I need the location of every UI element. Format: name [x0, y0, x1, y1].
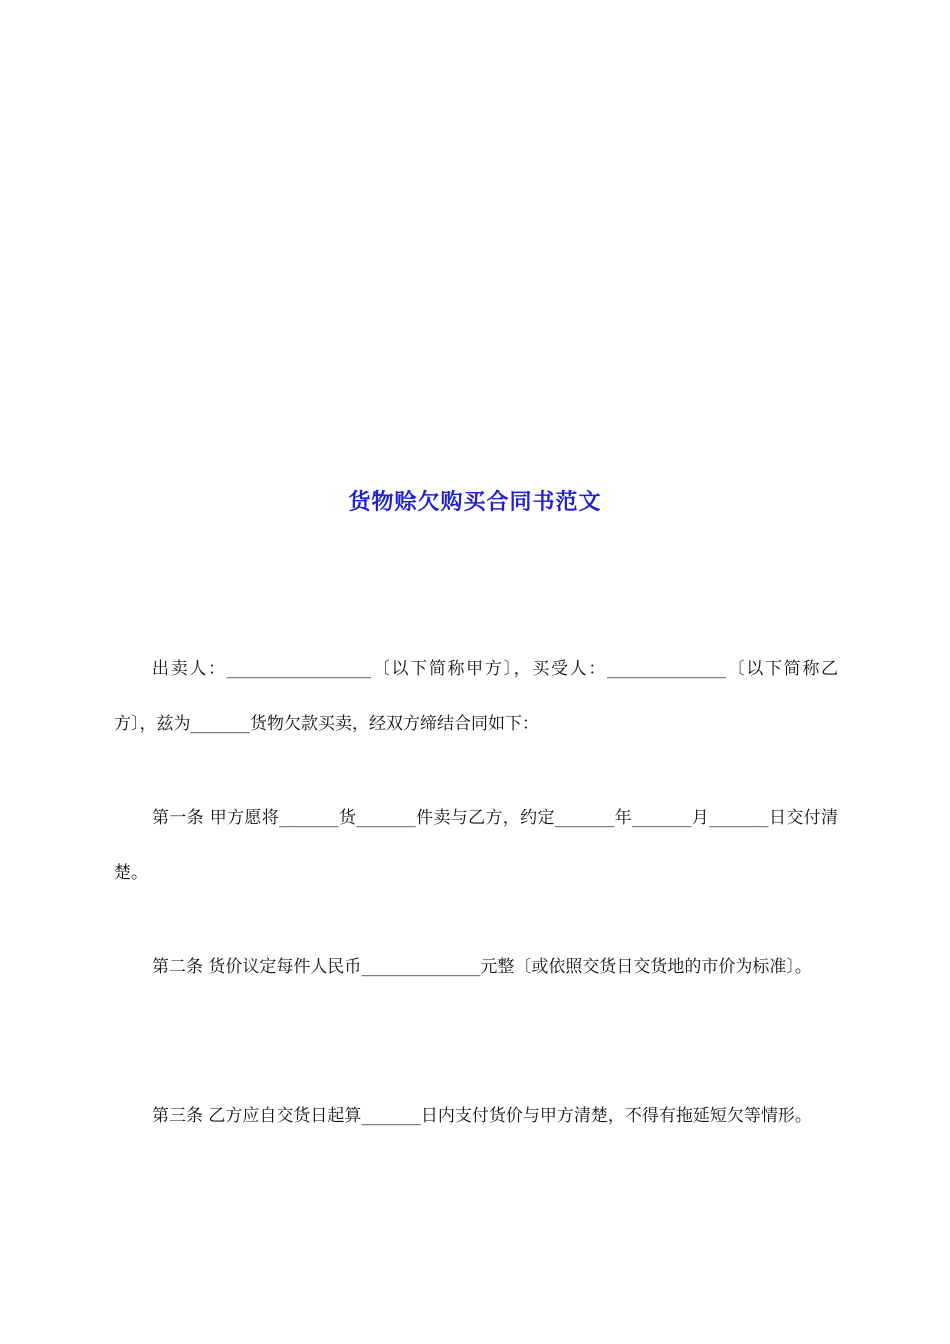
paragraph-article-1: 第一条 甲方愿将_______货_______件卖与乙方，约定_______年_______月_______日交付清楚。: [114, 808, 838, 883]
paragraph-article-3: 第三条 乙方应自交货日起算_______日内支付货价与甲方清楚，不得有拖延短欠等情形。: [152, 1106, 812, 1126]
document-title: 货物赊欠购买合同书范文: [348, 490, 602, 515]
paragraph-article-2: 第二条 货价议定每件人民币______________元整〔或依照交货日交货地的市价为标准〕。: [152, 957, 812, 977]
paragraph-intro: 出卖人：_________________〔以下简称甲方〕，买受人：______________〔以下简称乙方〕，兹为_______货物欠款买卖，经双方缔结合同如下：: [114, 659, 838, 734]
